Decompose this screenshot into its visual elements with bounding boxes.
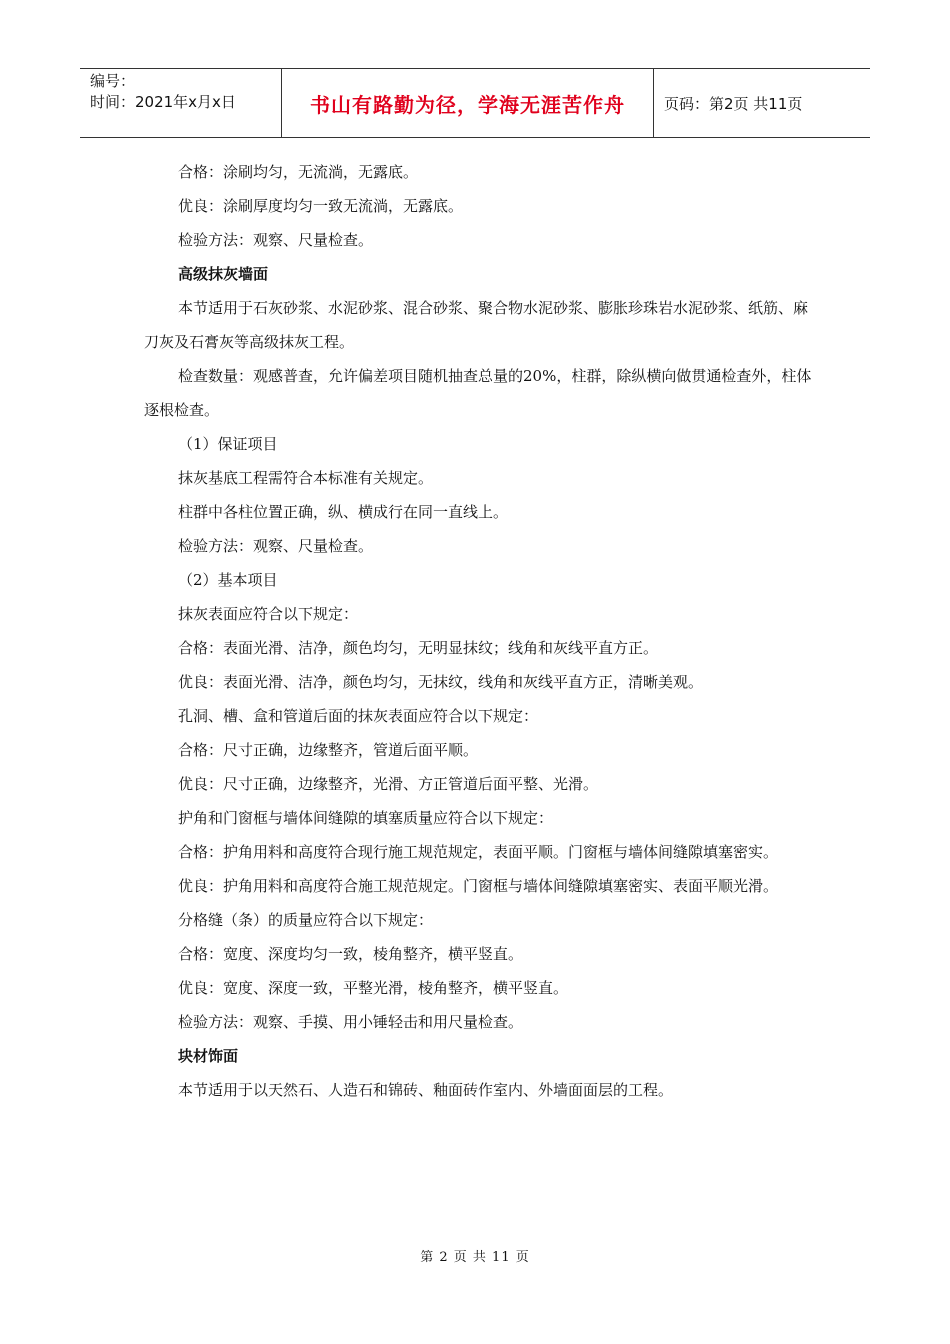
body-paragraph: 本节适用于石灰砂浆、水泥砂浆、混合砂浆、聚合物水泥砂浆、膨胀珍珠岩水泥砂浆、纸筋、麻刀灰及石膏灰等高级抹灰工程。 bbox=[144, 299, 809, 351]
body-paragraph: 合格：表面光滑、洁净，颜色均匀，无明显抹纹；线角和灰线平直方正。 bbox=[178, 639, 659, 657]
body-paragraph: 抹灰基底工程需符合本标准有关规定。 bbox=[178, 469, 434, 487]
body-paragraph: 孔洞、槽、盒和管道后面的抹灰表面应符合以下规定： bbox=[178, 707, 539, 725]
body-paragraph: （1）保证项目 bbox=[178, 435, 278, 453]
body-paragraph: 抹灰表面应符合以下规定： bbox=[178, 605, 359, 623]
document-body bbox=[144, 155, 812, 1107]
body-paragraph: 优良：宽度、深度一致，平整光滑，棱角整齐，横平竖直。 bbox=[178, 979, 569, 997]
body-paragraph: 分格缝（条）的质量应符合以下规定： bbox=[178, 911, 434, 929]
body-paragraph: 优良：尺寸正确，边缘整齐，光滑、方正管道后面平整、光滑。 bbox=[178, 775, 599, 793]
body-paragraph: 优良：表面光滑、洁净，颜色均匀，无抹纹，线角和灰线平直方正，清晰美观。 bbox=[178, 673, 704, 691]
body-paragraph: 检验方法：观察、手摸、用小锤轻击和用尺量检查。 bbox=[178, 1013, 524, 1031]
section-heading: 高级抹灰墙面 bbox=[178, 265, 269, 283]
body-paragraph: 合格：宽度、深度均匀一致，棱角整齐，横平竖直。 bbox=[178, 945, 524, 963]
document-header bbox=[80, 68, 870, 138]
body-paragraph: 优良：护角用料和高度符合施工规范规定。门窗框与墙体间缝隙填塞密实、表面平顺光滑。 bbox=[178, 877, 779, 895]
body-paragraph: （2）基本项目 bbox=[178, 571, 278, 589]
header-meta bbox=[80, 69, 282, 137]
body-paragraph: 护角和门窗框与墙体间缝隙的填塞质量应符合以下规定： bbox=[178, 809, 554, 827]
body-paragraph: 检验方法：观察、尺量检查。 bbox=[178, 537, 374, 555]
body-paragraph: 合格：涂刷均匀，无流淌，无露底。 bbox=[178, 163, 419, 181]
body-paragraph: 合格：尺寸正确，边缘整齐，管道后面平顺。 bbox=[178, 741, 479, 759]
header-motto: 书山有路勤为径，学海无涯苦作舟 bbox=[282, 69, 654, 137]
body-paragraph: 柱群中各柱位置正确，纵、横成行在同一直线上。 bbox=[178, 503, 509, 521]
body-paragraph: 检验方法：观察、尺量检查。 bbox=[178, 231, 374, 249]
body-paragraph: 优良：涂刷厚度均匀一致无流淌，无露底。 bbox=[178, 197, 464, 215]
body-paragraph: 本节适用于以天然石、人造石和锦砖、釉面砖作室内、外墙面面层的工程。 bbox=[178, 1081, 674, 1099]
page-footer: 第 2 页 共 11 页 bbox=[420, 1250, 530, 1265]
body-paragraph: 检查数量：观感普查，允许偏差项目随机抽查总量的20%，柱群，除纵横向做贯通检查外，柱体逐根检查。 bbox=[144, 367, 812, 419]
body-paragraph: 合格：护角用料和高度符合现行施工规范规定，表面平顺。门窗框与墙体间缝隙填塞密实。 bbox=[178, 843, 779, 861]
document-number-label: 编号： bbox=[90, 72, 136, 90]
section-heading: 块材饰面 bbox=[178, 1047, 239, 1065]
header-page-number: 页码：第2页 共11页 bbox=[664, 94, 803, 113]
document-date-label: 时间：2021年x月x日 bbox=[90, 93, 236, 111]
